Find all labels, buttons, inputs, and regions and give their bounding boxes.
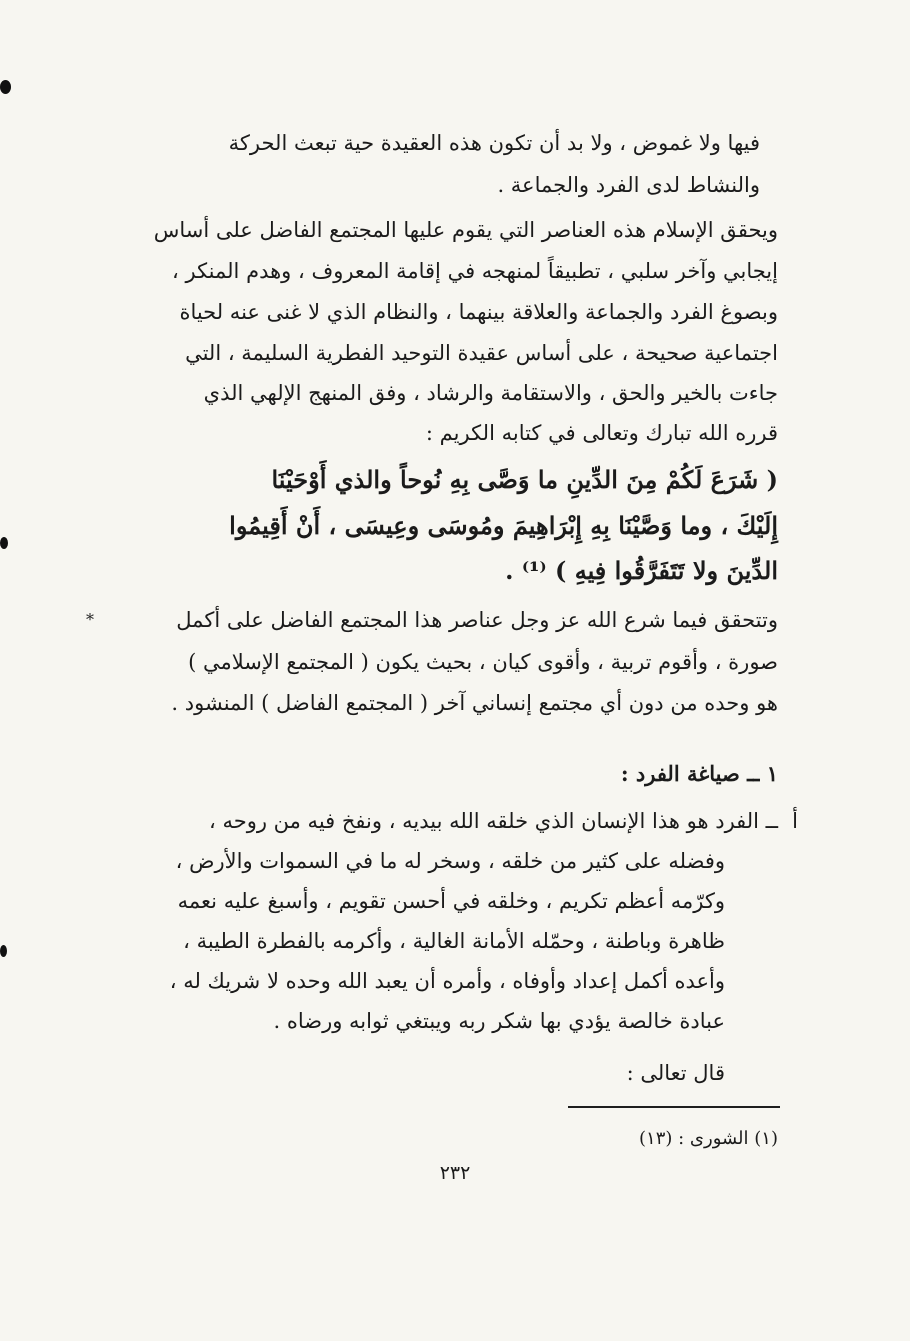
quran-verse-line: الدِّينَ ولا تَتَفَرَّقُوا فِيهِ ) ⁽¹⁾ . [505, 556, 778, 585]
text-line: قال تعالى : [626, 1061, 725, 1085]
text-line: اجتماعية صحيحة ، على أساس عقيدة التوحيد الفطرية السليمة ، التي [185, 341, 778, 365]
text-line: جاءت بالخير والحق ، والاستقامة والرشاد ، وفق المنهج الإلهي الذي [203, 381, 778, 405]
text-line: هو وحده من دون أي مجتمع إنساني آخر ( المجتمع الفاضل ) المنشود . [171, 691, 778, 715]
margin-asterisk: * [86, 610, 94, 629]
text-line: وتتحقق فيما شرع الله عز وجل عناصر هذا المجتمع الفاضل على أكمل [176, 608, 778, 632]
text-line: وبصوغ الفرد والجماعة والعلاقة بينهما ، والنظام الذي لا غنى عنه لحياة [179, 300, 778, 324]
footnote-rule [568, 1106, 780, 1108]
footnote: (١) الشورى : (١٣) [639, 1128, 778, 1149]
binding-mark [0, 945, 7, 957]
section-heading: ١ ــ صياغة الفرد : [620, 761, 778, 786]
text-line: فيها ولا غموض ، ولا بد أن تكون هذه العقيدة حية تبعث الحركة [228, 131, 760, 155]
text-line: إيجابي وآخر سلبي ، تطبيقاً لمنهجه في إقامة المعروف ، وهدم المنكر ، [172, 259, 778, 283]
text-line: قرره الله تبارك وتعالى في كتابه الكريم : [425, 421, 778, 445]
text-line: وأعده أكمل إعداد وأوفاه ، وأمره أن يعبد الله وحده لا شريك له ، [169, 969, 725, 993]
page-number: ٢٣٢ [439, 1162, 471, 1184]
quran-verse-line: ( شَرَعَ لَكُمْ مِنَ الدِّينِ ما وَصَّى بِهِ نُوحاً والذي أَوْحَيْنَا [271, 465, 778, 494]
text-line: صورة ، وأقوم تربية ، وأقوى كيان ، بحيث يكون ( المجتمع الإسلامي ) [188, 650, 778, 674]
text-line: ويحقق الإسلام هذه العناصر التي يقوم عليها المجتمع الفاضل على أساس [153, 218, 778, 242]
quran-verse-line: إِلَيْكَ ، وما وَصَّيْنَا بِهِ إِبْرَاهِيمَ ومُوسَى وعِيسَى ، أَنْ أَقِيمُوا [229, 511, 778, 540]
text-line: وفضله على كثير من خلقه ، وسخر له ما في السموات والأرض ، [175, 849, 725, 873]
text-line: ــ الفرد هو هذا الإنسان الذي خلقه الله بيديه ، ونفخ فيه من روحه ، [209, 809, 778, 833]
binding-mark [0, 537, 8, 549]
binding-mark [0, 80, 11, 94]
item-marker: أ [792, 809, 798, 833]
text-line: وكرّمه أعظم تكريم ، وخلقه في أحسن تقويم ، وأسبغ عليه نعمه [177, 889, 725, 913]
text-line: والنشاط لدى الفرد والجماعة . [497, 173, 760, 197]
text-line: ظاهرة وباطنة ، وحمّله الأمانة الغالية ، وأكرمه بالفطرة الطيبة ، [183, 929, 725, 953]
text-line: عبادة خالصة يؤدي بها شكر ربه ويبتغي ثوابه ورضاه . [273, 1009, 725, 1033]
